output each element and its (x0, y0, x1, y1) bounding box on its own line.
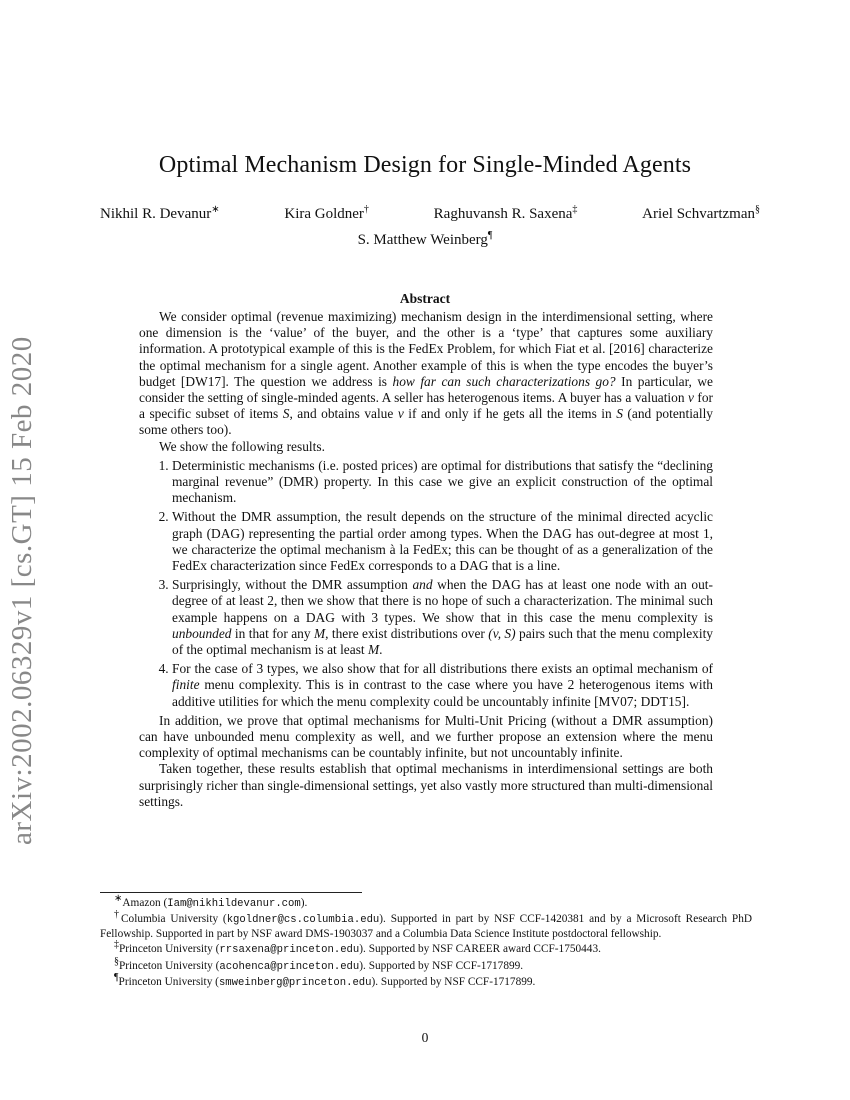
abstract-body (139, 309, 713, 810)
email-link[interactable]: smweinberg@princeton.edu (218, 977, 372, 990)
email-link[interactable]: Iam@nikhildevanur.com (167, 898, 301, 910)
author-list-row2 (0, 232, 850, 249)
list-item: 1. Deterministic mechanisms (i.e. posted prices) are optimal for distributions that satisfy the “declining marginal revenue” (DMR) property. In this case we give an explicit construction of the optimal mechanism. (172, 458, 713, 507)
author: Kira Goldner† (284, 204, 369, 222)
abstract-paragraph: In addition, we prove that optimal mechanisms for Multi-Unit Pricing (without a DMR assumption) can have unbounded menu complexity as well, and we further propose an extension where the menu complexity of optimal mechanisms can be countably infinite, but not uncountably infinite. (139, 712, 713, 761)
paper-title: Optimal Mechanism Design for Single-Minded Agents (158, 152, 692, 178)
author: S. Matthew Weinberg¶ (357, 230, 493, 248)
footnotes (100, 893, 752, 992)
footnote: §Princeton University (acohenca@princeton.edu). Supported by NSF CCF-1717899. (114, 955, 524, 973)
email-link[interactable]: rrsaxena@princeton.edu (219, 944, 360, 957)
list-item: 4. For the case of 3 types, we also show that for all distributions there exists an optimal mechanism of finite menu complexity. This is in contrast to the case where you have 2 heterogenous items with additive utilities for which the menu complexity could be uncountably infinite [MV07; DDT15]. (172, 661, 713, 710)
arxiv-stamp: arXiv:2002.06329v1 [cs.GT] 15 Feb 2020 (6, 336, 38, 845)
abstract-paragraph: We show the following results. (159, 438, 325, 454)
results-list (139, 458, 713, 710)
author: Ariel Schvartzman§ (642, 204, 760, 222)
email-link[interactable]: acohenca@princeton.edu (219, 960, 360, 973)
footnote-divider (100, 892, 362, 893)
list-item: 3. Surprisingly, without the DMR assumption and when the DAG has at least one node with an out-degree of at least 2, then we show that there is no hope of such a characterization. The minimal such example happens on a DAG with 3 types. We show that in this case the menu complexity is unbounded in that for any M, there exist distributions over (v, S) pairs such that the menu complexity of the optimal mechanism is at least M. (172, 577, 713, 658)
abstract-paragraph: We consider optimal (revenue maximizing) mechanism design in the interdimensional setting, where one dimension is the ‘value’ of the buyer, and the other is a ‘type’ that captures some auxiliary information. A prototypical example of this is the FedEx Problem, for which Fiat et al. [2016] characterize the optimal mechanism for a single agent. Another example of this is when the type encodes the buyer’s budget [DW17]. The question we address is how far can such characterizations go? In particular, we consider the setting of single-minded agents. A seller has heterogenous items. A buyer has a valuation v for a specific subset of items S, and obtains value v if and only if he gets all the items in S (and potentially some others too). (139, 309, 713, 438)
author: Nikhil R. Devanur∗ (100, 204, 220, 222)
footnote: ‡Princeton University (rrsaxena@princeton.edu). Supported by NSF CAREER award CCF-1750443. (114, 939, 601, 957)
footnote: †Columbia University (kgoldner@cs.columbia.edu). Supported in part by NSF CCF-1420381 and by a Microsoft Research PhD Fellowship. Supported in part by NSF award DMS-1903037 and a Columbia Data Science Institute postdoctoral fellowship. (100, 909, 752, 940)
page-number: 0 (421, 1030, 429, 1045)
author-list (100, 206, 760, 223)
list-item: 2. Without the DMR assumption, the result depends on the structure of the minimal directed acyclic graph (DAG) representing the partial order among types. When the DAG has out-degree at most 1, we characterize the optimal mechanism à la FedEx; this can be thought of as a generalization of the FedEx characterization since FedEx corresponds to a DAG that is a line. (172, 509, 713, 574)
email-link[interactable]: kgoldner@cs.columbia.edu (226, 914, 380, 927)
abstract-paragraph: Taken together, these results establish that optimal mechanisms in interdimensional settings are both surprisingly richer than single-dimensional settings, yet also vastly more structured than multi-dimensional settings. (139, 761, 713, 809)
abstract-heading: Abstract (399, 291, 451, 306)
footnote: ¶Princeton University (smweinberg@princeton.edu). Supported by NSF CCF-1717899. (114, 972, 536, 990)
author: Raghuvansh R. Saxena‡ (433, 204, 578, 222)
footnote: ∗Amazon (Iam@nikhildevanur.com). (114, 893, 308, 910)
